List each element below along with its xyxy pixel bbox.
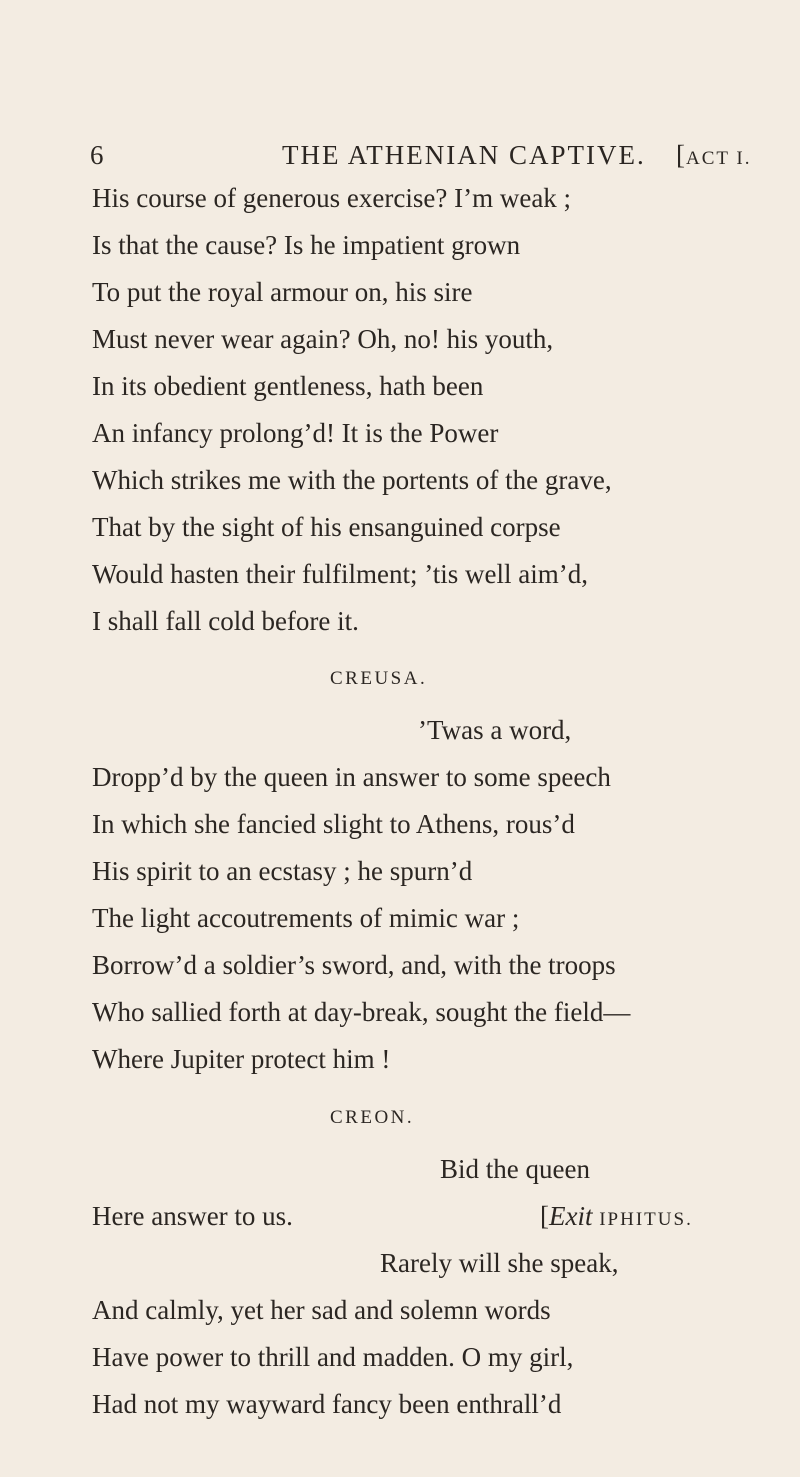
running-title: THE ATHENIAN CAPTIVE. xyxy=(282,140,646,170)
verse-line: In its obedient gentleness, hath been xyxy=(92,371,484,401)
verse-line: Bid the queen xyxy=(440,1154,590,1184)
verse-line: Would hasten their fulfilment; ’tis well aim’d, xyxy=(92,559,588,589)
stage-exit: Exit xyxy=(549,1201,593,1231)
running-header xyxy=(0,140,800,180)
stage-bracket: [ xyxy=(540,1201,549,1231)
verse-line: Here answer to us. xyxy=(92,1201,293,1231)
verse-line: Which strikes me with the portents of the grave, xyxy=(92,465,612,495)
verse-line: His course of generous exercise? I’m weak ; xyxy=(92,183,572,213)
act-label: ACT I. xyxy=(686,148,752,169)
act-marker xyxy=(676,140,751,171)
verse-line: Who sallied forth at day-break, sought the field— xyxy=(92,997,631,1027)
page-number: 6 xyxy=(90,140,105,170)
verse-line: His spirit to an ecstasy ; he spurn’d xyxy=(92,856,473,886)
verse-line: Have power to thrill and madden. O my girl, xyxy=(92,1342,574,1372)
verse-line: Is that the cause? Is he impatient grown xyxy=(92,230,521,260)
verse-line: And calmly, yet her sad and solemn words xyxy=(92,1295,551,1325)
verse-line: To put the royal armour on, his sire xyxy=(92,277,473,307)
verse-line: Rarely will she speak, xyxy=(380,1248,619,1278)
stage-direction xyxy=(540,1203,693,1230)
speaker-name: CREUSA. xyxy=(330,668,428,689)
verse-line: Must never wear again? Oh, no! his youth, xyxy=(92,324,554,354)
act-bracket: [ xyxy=(676,140,686,170)
verse-line: Borrow’d a soldier’s sword, and, with the troops xyxy=(92,950,616,980)
verse-line: ’Twas a word, xyxy=(418,715,572,745)
verse-line: Had not my wayward fancy been enthrall’d xyxy=(92,1389,562,1419)
verse-line: I shall fall cold before it. xyxy=(92,606,359,636)
speaker-name: CREON. xyxy=(330,1107,415,1128)
verse-line: Where Jupiter protect him ! xyxy=(92,1044,391,1074)
verse-line: An infancy prolong’d! It is the Power xyxy=(92,418,499,448)
verse-line: In which she fancied slight to Athens, rous’d xyxy=(92,809,575,839)
verse-line: Dropp’d by the queen in answer to some speech xyxy=(92,762,611,792)
verse-line: The light accoutrements of mimic war ; xyxy=(92,903,520,933)
stage-character: IPHITUS. xyxy=(599,1209,693,1230)
verse-line: That by the sight of his ensanguined corpse xyxy=(92,512,561,542)
